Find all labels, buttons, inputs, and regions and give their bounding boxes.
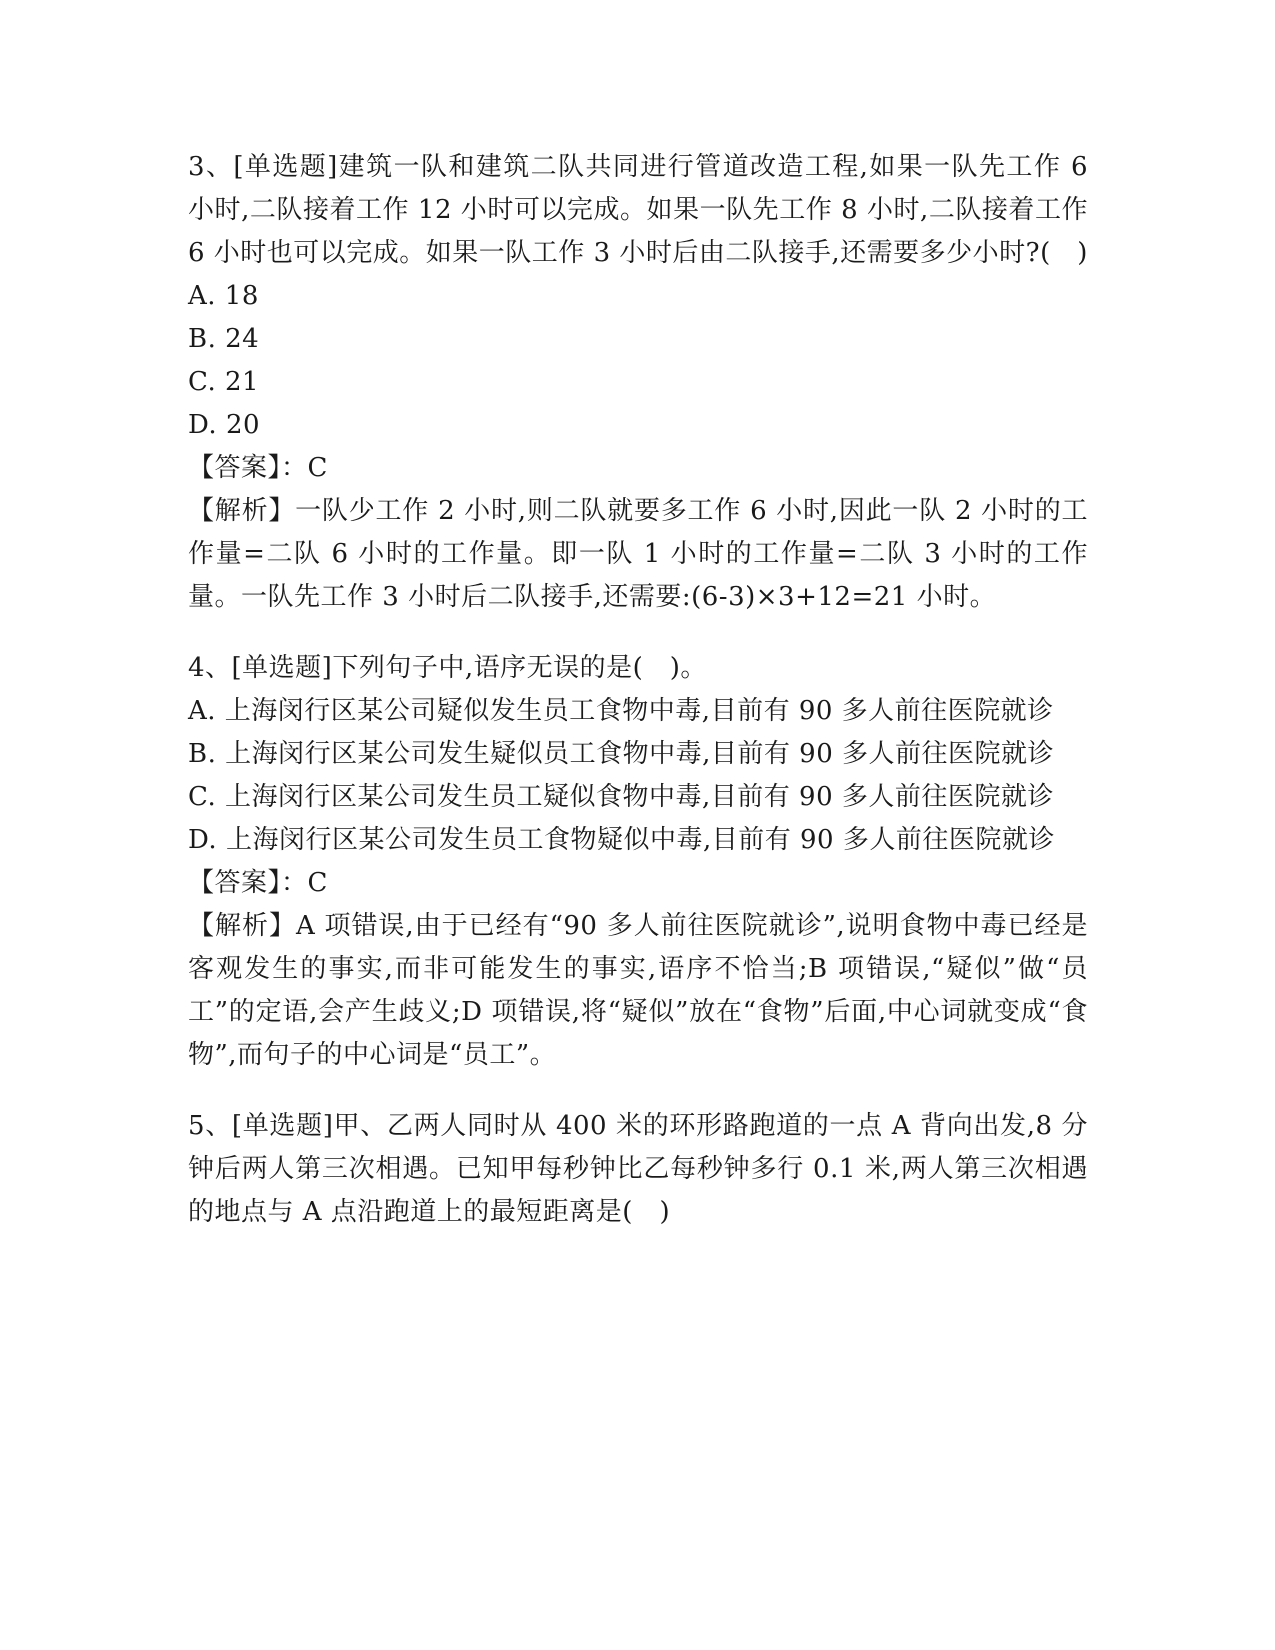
question-stem: 5、[单选题]甲、乙两人同时从 400 米的环形路跑道的一点 A 背向出发,8 分钟后两人第三次相遇。已知甲每秒钟比乙每秒钟多行 0.1 米,两人第三次相遇的地点与 A 点沿跑道上的最短距离是( ): [188, 1111, 1088, 1227]
option-b: B. 上海闵行区某公司发生疑似员工食物中毒,目前有 90 多人前往医院就诊: [188, 739, 1055, 769]
analysis-line: [188, 905, 1088, 1077]
answer-line: [188, 447, 1088, 490]
answer-value: ：C: [281, 868, 328, 898]
analysis-text: A 项错误,由于已经有“90 多人前往医院就诊”,说明食物中毒已经是客观发生的事实,而非可能发生的事实,语序不恰当;B 项错误,“疑似”做“员工”的定语,会产生歧义;D 项错误,将“疑似”放在“食物”后面,中心词就变成“食物”,而句子的中心词是“员工”。: [188, 911, 1088, 1070]
analysis-line: [188, 490, 1088, 619]
option-a: A. 上海闵行区某公司疑似发生员工食物中毒,目前有 90 多人前往医院就诊: [188, 696, 1054, 726]
option-d: D. 上海闵行区某公司发生员工食物疑似中毒,目前有 90 多人前往医院就诊: [188, 825, 1055, 855]
option-c: C. 21: [188, 367, 260, 397]
answer-value: ：C: [281, 453, 328, 483]
question-5: [188, 1105, 1088, 1234]
option-a: A. 18: [188, 281, 259, 311]
analysis-text: 一队少工作 2 小时,则二队就要多工作 6 小时,因此一队 2 小时的工作量=二队 6 小时的工作量。即一队 1 小时的工作量=二队 3 小时的工作量。一队先工作 3 小时后二队接手,还需要:(6-3)×3+12=21 小时。: [188, 496, 1088, 612]
option-d: D. 20: [188, 410, 261, 440]
answer-line: [188, 862, 1088, 905]
document-page: [188, 146, 1097, 1234]
answer-label: 【答案】: [188, 868, 282, 898]
question-4: [188, 647, 1088, 1077]
analysis-label: 【解析】: [188, 911, 296, 941]
question-stem: 4、[单选题]下列句子中,语序无误的是( )。: [188, 653, 707, 683]
question-3: [188, 146, 1097, 619]
answer-label: 【答案】: [188, 453, 282, 483]
option-b: B. 24: [188, 324, 260, 354]
option-c: C. 上海闵行区某公司发生员工疑似食物中毒,目前有 90 多人前往医院就诊: [188, 782, 1054, 812]
analysis-label: 【解析】: [188, 496, 296, 526]
question-stem: 3、[单选题]建筑一队和建筑二队共同进行管道改造工程,如果一队先工作 6 小时,二队接着工作 12 小时可以完成。如果一队先工作 8 小时,二队接着工作 6 小时也可以完成。如果一队工作 3 小时后由二队接手,还需要多少小时?( ): [188, 152, 1097, 268]
